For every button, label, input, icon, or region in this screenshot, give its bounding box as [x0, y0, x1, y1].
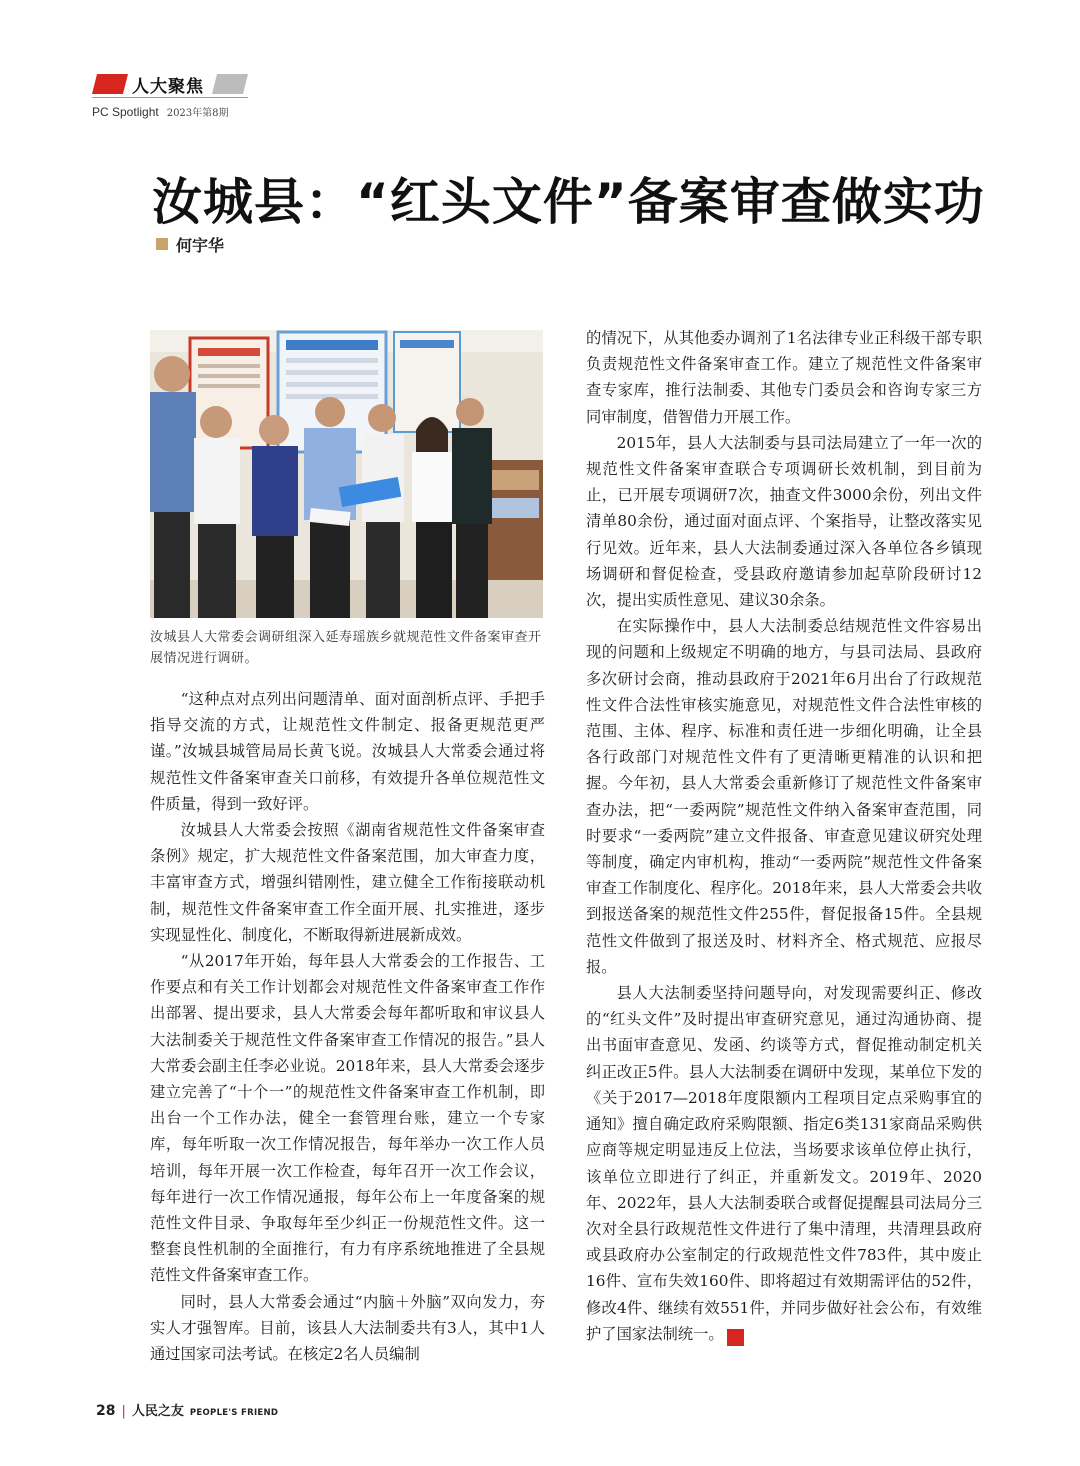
section-subtitle [92, 104, 229, 119]
author-marker [156, 238, 168, 250]
footer-separator: | [121, 1404, 126, 1419]
page-footer [96, 1400, 278, 1419]
section-marker-gray [212, 74, 248, 94]
photo-caption: 汝城县人大常委会调研组深入延寿瑶族乡就规范性文件备案审查开展情况进行调研。 [150, 630, 542, 666]
article-photo [150, 330, 543, 618]
magazine-name: 人民之友 [131, 1404, 184, 1419]
paragraph: “从2017年开始，每年县人大常委会的工作报告、工作要点和有关工作计划都会对规范性文件备案审查工作作出部署、提出要求，县人大常委会每年都听取和审议县人大法制委关于规范性文件备案审查工作情况的报告。”县人大常委会副主任李必业说。2018年来，县人大常委会逐步建立完善了“十个一”的规范性文件备案审查工作机制，即出台一个工作办法，健全一套管理台账，建立一个专家库，每年听取一次工作情况报告，每年举办一次工作人员培训，每年开展一次工作检查，每年召开一次工作会议，每年进行一次工作情况通报，每年公布上一年度备案的规范性文件目录、争取每年至少纠正一份规范性文件。这一整套良性机制的全面推行，有力有序系统地推进了全县规范性文件备案审查工作。 [150, 952, 545, 1285]
article-title: 汝城县：“红头文件”备案审查做实功 [152, 173, 985, 231]
section-en: PC Spotlight [92, 105, 159, 119]
author-name: 何宇华 [176, 236, 225, 255]
paragraph-final [586, 980, 982, 1347]
section-divider [92, 97, 248, 98]
right-column [586, 325, 982, 1347]
issue-label: 2023年第8期 [166, 108, 229, 119]
paragraph-text: 县人大法制委坚持问题导向，对发现需要纠正、修改的“红头文件”及时提出审查研究意见，通过沟通协商、提出书面审查意见、发函、约谈等方式，督促推动制定机关纠正改正5件。县人大法制委在调研中发现，某单位下发的《关于2017—2018年度限额内工程项目定点采购事宜的通知》擅自确定政府采购限额、指定6类131家商品采购供应商等规定明显违反上位法，当场要求该单位停止执行，该单位立即进行了纠正，并重新发文。2019年、2020年、2022年，县人大法制委联合或督促提醒县司法局分三次对全县行政规范性文件进行了集中清理，共清理县政府或县政府办公室制定的行政规范性文件783件，其中废止16件、宣布失效160件、即将超过有效期需评估的52件，修改4件、继续有效551件，并同步做好社会公布，有效维护了国家法制统一。 [586, 984, 982, 1343]
paragraph: 2015年，县人大法制委与县司法局建立了一年一次的规范性文件备案审查联合专项调研长效机制，到目前为止，已开展专项调研7次，抽查文件3000余份，列出文件清单80余份，通过面对面点评、个案指导，让整改落实见行见效。近年来，县人大法制委通过深入各单位各乡镇现场调研和督促检查，受县政府邀请参加起草阶段研讨12次，提出实质性意见、建议30余条。 [586, 433, 982, 610]
paragraph: 在实际操作中，县人大法制委总结规范性文件容易出现的问题和上级规定不明确的地方，与县司法局、县政府多次研讨会商，推动县政府于2021年6月出台了行政规范性文件合法性审核实施意见，对规范性文件合法性审核的范围、主体、程序、标准和责任进一步细化明确，让全县各行政部门对规范性文件有了更清晰更精准的认识和把握。今年初，县人大常委会重新修订了规范性文件备案审查办法，把“一委两院”规范性文件纳入备案审查范围，同时要求“一委两院”建立文件报备、审查意见建议研究处理等制度，确定内审机构，推动“一委两院”规范性文件备案审查工作制度化、程序化。2018年来，县人大常委会共收到报送备案的规范性文件255件，督促报备15件。全县规范性文件做到了报送及时、材料齐全、格式规范、应报尽报。 [586, 617, 982, 976]
magazine-name-en: PEOPLE'S FRIEND [189, 1408, 279, 1418]
paragraph: 汝城县人大常委会按照《湖南省规范性文件备案审查条例》规定，扩大规范性文件备案范围，加大审查力度，丰富审查方式，增强纠错刚性，建立健全工作衔接联动机制，规范性文件备案审查工作全面开展、扎实推进，逐步实现显性化、制度化，不断取得新进展新成效。 [150, 821, 545, 944]
paragraph: 同时，县人大常委会通过“内脑＋外脑”双向发力，夯实人才强智库。目前，该县人大法制委共有3人，其中1人通过国家司法考试。在核定2名人员编制 [150, 1292, 545, 1364]
paragraph: “这种点对点列出问题清单、面对面剖析点评、手把手指导交流的方式，让规范性文件制定、报备更规范更严谨。”汝城县城管局局长黄飞说。汝城县人大常委会通过将规范性文件备案审查关口前移，有效提升各单位规范性文件质量，得到一致好评。 [150, 690, 545, 813]
section-title: 人大聚焦 [132, 77, 204, 97]
photo-illustration [150, 330, 543, 618]
section-marker-red [92, 74, 128, 94]
left-column [150, 686, 545, 1367]
end-mark-icon: 友 [727, 1329, 744, 1346]
page-number: 28 [96, 1403, 116, 1419]
paragraph-continuation: 的情况下，从其他委办调剂了1名法律专业正科级干部专职负责规范性文件备案审查工作。建立了规范性文件备案审查专家库，推行法制委、其他专门委员会和咨询专家三方同审制度，借智借力开展工作。 [586, 329, 982, 426]
